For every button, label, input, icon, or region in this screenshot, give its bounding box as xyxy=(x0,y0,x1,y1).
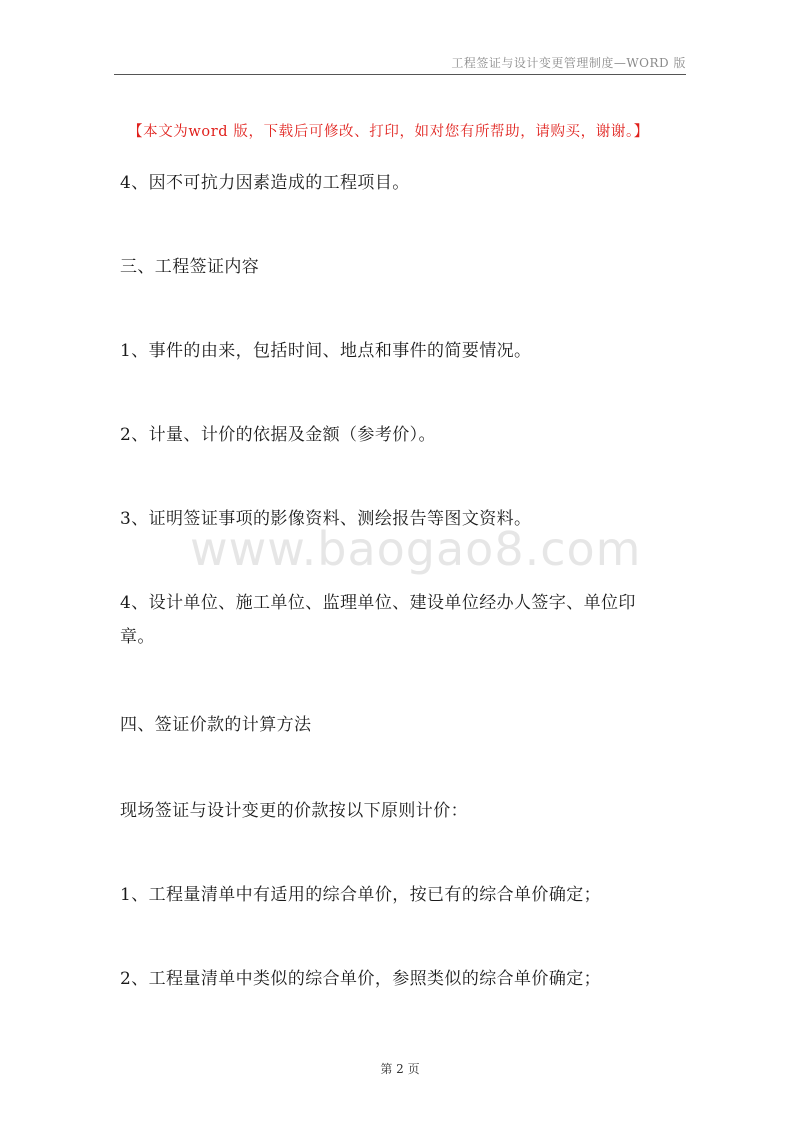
section-heading: 四、签证价款的计算方法 xyxy=(120,715,312,735)
paragraph: 4、因不可抗力因素造成的工程项目。 xyxy=(120,173,410,193)
paragraph: 现场签证与设计变更的价款按以下原则计价： xyxy=(120,801,468,821)
header-divider xyxy=(114,74,686,75)
watermark: www.baogao8.com xyxy=(190,522,642,576)
paragraph-continuation: 章。 xyxy=(120,627,155,647)
paragraph: 3、证明签证事项的影像资料、测绘报告等图文资料。 xyxy=(120,509,532,529)
paragraph: 2、计量、计价的依据及金额（参考价）。 xyxy=(120,425,436,445)
paragraph: 1、事件的由来，包括时间、地点和事件的简要情况。 xyxy=(120,341,532,361)
header-title: 工程签证与设计变更管理制度—WORD 版 xyxy=(451,56,686,70)
page-number: 第 2 页 xyxy=(380,1062,420,1076)
purchase-notice: 【本文为word 版，下载后可修改、打印，如对您有所帮助，请购买，谢谢。】 xyxy=(128,124,649,140)
section-heading: 三、工程签证内容 xyxy=(120,257,260,277)
paragraph: 2、工程量清单中类似的综合单价，参照类似的综合单价确定； xyxy=(120,969,602,989)
paragraph: 4、设计单位、施工单位、监理单位、建设单位经办人签字、单位印 xyxy=(120,593,636,613)
paragraph: 1、工程量清单中有适用的综合单价，按已有的综合单价确定； xyxy=(120,885,602,905)
